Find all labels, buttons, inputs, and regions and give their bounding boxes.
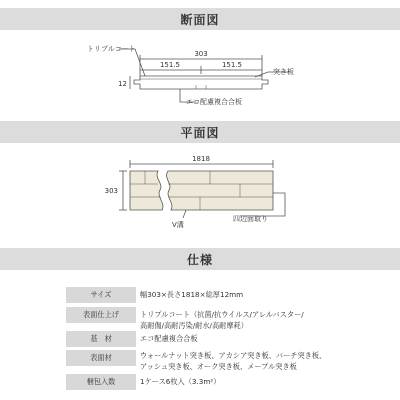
spec-value-line: 高耐傷/高耐汚染/耐水/高耐摩耗）: [140, 321, 248, 330]
spec-value-surface: [140, 350, 390, 372]
spec-row-size: [0, 287, 400, 305]
spec-label-packing: 梱包入数: [66, 374, 136, 390]
spec-label-finish: 表面仕上げ: [66, 307, 136, 323]
spec-value-line: アッシュ突き板、オーク突き板、メープル突き板: [140, 362, 297, 371]
spec-value-substrate: [140, 333, 390, 344]
label-groove: V溝: [172, 221, 184, 229]
spec-row-finish: [0, 307, 400, 330]
spec-label-substrate: 基 材: [66, 331, 136, 347]
spec-value-line: ウォールナット突き板、アカシア突き板、バーチ突き板、: [140, 351, 327, 360]
dimension-label-width: 303: [104, 187, 118, 195]
spec-value-line: エコ配慮複合合板: [140, 334, 198, 343]
label-board: エコ配慮複合合板: [186, 98, 242, 106]
spec-value-line: トリプルコート（抗菌/抗ウイルス/アレルバスター/: [140, 310, 304, 319]
plank-right-part: [167, 171, 273, 210]
dimension-label-height: 12: [118, 80, 127, 88]
section-title-plan: 平面図: [180, 125, 220, 140]
plank-left-part: [130, 171, 163, 210]
spec-value-line: 1ケース6枚入（3.3m²）: [140, 377, 221, 386]
spec-row-substrate: [0, 331, 400, 349]
leader-coating: [120, 49, 145, 76]
dimension-label-total: 303: [194, 50, 208, 58]
spec-row-surface: [0, 350, 400, 371]
spec-value-finish: [140, 309, 390, 331]
spec-value-size: [140, 289, 390, 300]
dimension-label-half-left: 151.5: [159, 61, 181, 69]
dimension-label-length: 1818: [192, 155, 210, 163]
board-profile: [134, 76, 268, 89]
spec-label-size: サイズ: [66, 287, 136, 303]
section-title-cross-section: 断面図: [180, 12, 220, 27]
dimension-label-half-right: 151.5: [221, 61, 243, 69]
spec-label-surface: 表面材: [66, 350, 136, 366]
label-chamfer: 四辺面取り: [233, 215, 268, 223]
spec-value-packing: [140, 376, 390, 387]
leader-groove: [183, 210, 186, 218]
label-veneer: 突き板: [273, 68, 294, 76]
section-title-specs: 仕様: [186, 252, 213, 267]
plan-diagram: [119, 160, 285, 218]
spec-value-line: 幅303×長さ1818×総厚12mm: [140, 290, 244, 299]
label-coating: トリプルコート: [87, 45, 136, 53]
spec-row-packing: [0, 374, 400, 392]
